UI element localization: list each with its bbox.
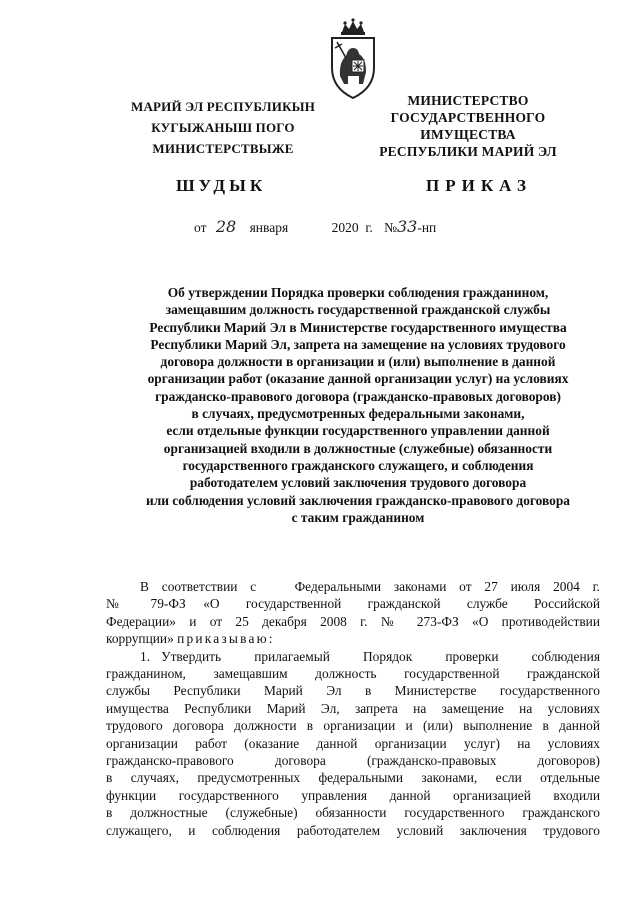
body-line: Федерации» и от 25 декабря 2008 г. № 273-ФЗ «О противодействии (106, 613, 600, 629)
header-right-line: РЕСПУБЛИКИ МАРИЙ ЭЛ (379, 144, 557, 159)
document-title (108, 284, 608, 526)
number-prefix: № (384, 220, 397, 235)
body-line: имущества Республики Марий Эл, запрета на замещение на условиях (106, 700, 600, 716)
order-word-russian: ПРИКАЗ (426, 176, 532, 195)
title-line: если отдельные функции государственного управлении данной (166, 423, 550, 439)
date-month: января (249, 220, 289, 235)
body-line (106, 630, 600, 647)
title-line: в случаях, предусмотренных федеральными законами, (191, 406, 525, 422)
body-line: организации работ (оказание данной организации услуг) на условиях (106, 735, 600, 751)
body-line: в должностные (служебные) обязанности государственного гражданского (106, 805, 600, 821)
title-line: работодателем условий заключения трудового договора (189, 475, 527, 491)
title-line: организации работ (оказание данной организации услуг) на условиях (147, 371, 569, 387)
document-body (106, 578, 600, 839)
body-line-start: коррупции» (106, 631, 174, 647)
title-line: государственного гражданского служащего, и соблюдения (182, 457, 534, 473)
order-word-mari: ШУДЫК (176, 176, 267, 195)
body-line: службы Республики Марий Эл в Министерстве государственного (106, 683, 600, 699)
header-russian-name (368, 92, 568, 160)
body-line: в случаях, предусмотренных федеральными законами, если отдельные (106, 770, 600, 786)
body-line: функции государственного управления данной организацией входили (106, 787, 600, 803)
header-left-line: МАРИЙ ЭЛ РЕСПУБЛИКЫН (130, 99, 316, 114)
body-line: гражданско-правового договора (гражданско-правовых договоров) (106, 753, 600, 769)
number-suffix: -нп (417, 220, 437, 235)
body-line: В соответствии с Федеральными законами от 27 июля 2004 г. (140, 579, 600, 594)
date-prefix: от (194, 220, 207, 235)
title-line: гражданско-правового договора (гражданско-правовых договоров) (155, 388, 561, 404)
body-line: трудового договора должности в организации и (или) выполнение в данной (106, 718, 600, 734)
title-line: Республики Марий Эл, запрета на замещение на условиях трудового (150, 336, 566, 352)
title-line: Об утверждении Порядка проверки соблюдения гражданином, (167, 285, 549, 300)
date-year: 2020 г. (331, 220, 373, 235)
title-line: организацией входили в должностные (служебные) обязанности (163, 440, 553, 456)
title-line: с таким гражданином (291, 509, 425, 525)
header-right-line: ИМУЩЕСТВА (420, 127, 516, 142)
title-line: договора должности в организации и (или) выполнение в данной (160, 354, 556, 370)
body-line: № 79-ФЗ «О государственной гражданской службе Российской (106, 596, 600, 612)
header-left-line: КУГЫЖАНЫШ ПОГО (151, 120, 295, 135)
order-number-handwritten: 33 (396, 217, 418, 236)
header-right-line: ГОСУДАРСТВЕННОГО (390, 110, 546, 125)
header-right-line: МИНИСТЕРСТВО (407, 93, 529, 108)
coat-of-arms-icon (326, 18, 380, 102)
order-verb: приказываю: (177, 631, 275, 647)
header-mari-name (108, 96, 338, 159)
order-date-line (194, 217, 494, 236)
date-day-handwritten: 28 (215, 217, 237, 236)
body-line: служащего, и соблюдения работодателем условий заключения трудового (106, 822, 600, 838)
header-left-line: МИНИСТЕРСТВЫЖЕ (152, 141, 294, 156)
title-line: или соблюдения условий заключения гражданско-правового договора (146, 492, 570, 508)
body-line: гражданином, замещавшим должность государственной гражданской (106, 666, 600, 682)
title-line: Республики Марий Эл в Министерстве государственного имущества (149, 319, 567, 335)
title-line: замещавшим должность государственной гражданской службы (165, 302, 551, 318)
body-line: 1. Утвердить прилагаемый Порядок проверки соблюдения (140, 648, 600, 664)
